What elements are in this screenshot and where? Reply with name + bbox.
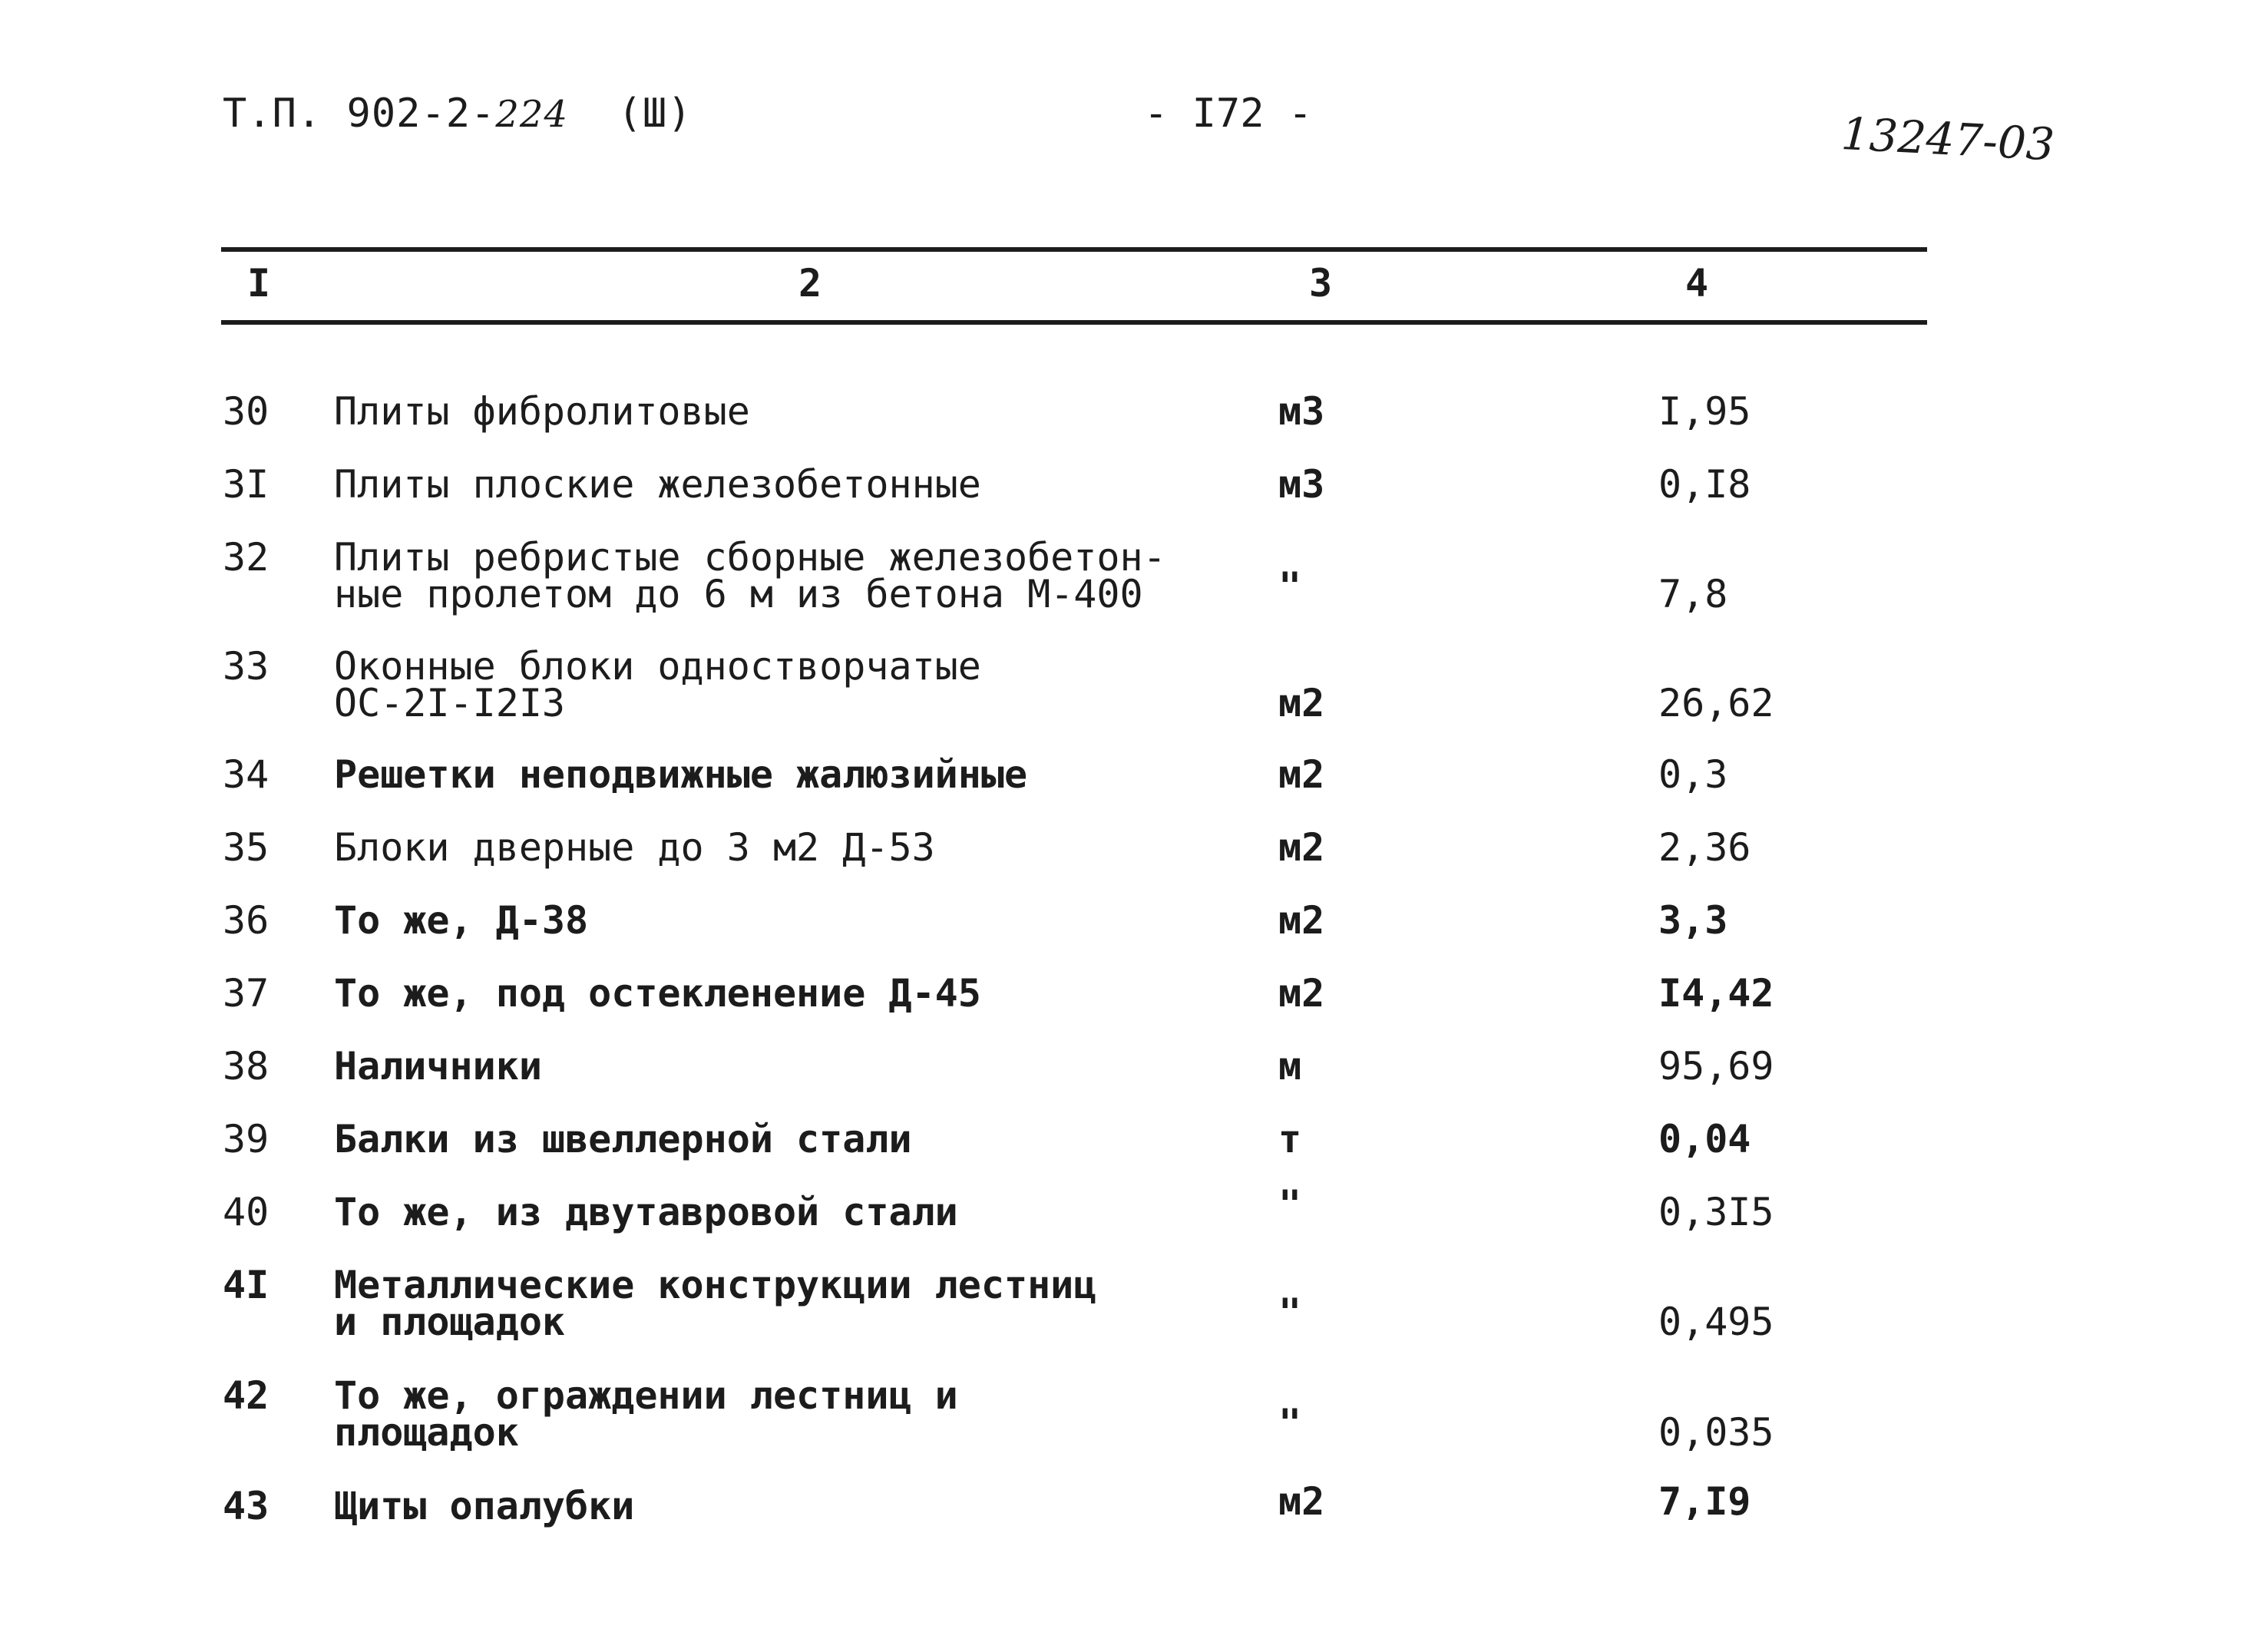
- row-name-line: Балки из швеллерной стали: [334, 1117, 912, 1161]
- row-name-line: и площадок: [334, 1300, 566, 1344]
- row-number: 40: [223, 1190, 269, 1234]
- row-name-line: Плиты ребристые сборные железобетон-: [334, 535, 1166, 580]
- row-number: 33: [223, 644, 269, 689]
- row-number: 35: [223, 825, 269, 870]
- row-unit: м: [1278, 1044, 1302, 1089]
- row-name-line: Плиты фибролитовые: [334, 389, 750, 434]
- row-quantity: 0,495: [1658, 1300, 1774, 1344]
- column-header-1: I: [247, 261, 271, 306]
- column-header-2: 2: [798, 261, 822, 306]
- row-quantity: 3,3: [1658, 898, 1728, 943]
- column-header-3: 3: [1309, 261, 1333, 306]
- row-unit: т: [1278, 1117, 1302, 1161]
- row-quantity: 0,3: [1658, 752, 1728, 797]
- row-name-line: Щиты опалубки: [334, 1484, 635, 1528]
- row-quantity: 0,04: [1658, 1117, 1751, 1161]
- row-number: 34: [223, 752, 269, 797]
- row-unit: м2: [1278, 971, 1325, 1016]
- row-name-line: Плиты плоские железобетонные: [334, 462, 981, 507]
- row-unit: м3: [1278, 462, 1325, 507]
- column-header-4: 4: [1685, 261, 1709, 306]
- archive-number: 13247-03: [1840, 107, 2056, 171]
- row-name: [334, 825, 935, 870]
- row-number: 36: [223, 898, 269, 943]
- row-name-line: площадок: [334, 1410, 519, 1455]
- row-name-line: То же, ограждении лестниц и: [334, 1373, 958, 1418]
- document-code-handwritten: 224: [495, 93, 568, 136]
- row-number: 42: [223, 1373, 269, 1418]
- row-name: [334, 1373, 958, 1455]
- document-code: [223, 91, 693, 137]
- row-name: [334, 752, 1028, 797]
- row-unit: ": [1278, 1290, 1302, 1335]
- table-header-rule: [221, 320, 1927, 325]
- row-name-line: То же, из двутавровой стали: [334, 1190, 958, 1234]
- row-unit: м2: [1278, 825, 1325, 870]
- document-code-suffix: (Ш): [617, 91, 693, 137]
- row-name-line: Блоки дверные до 3 м2 Д-53: [334, 825, 935, 870]
- row-quantity: 7,I9: [1658, 1479, 1751, 1524]
- row-name: [334, 1117, 912, 1161]
- row-name: [334, 1484, 635, 1528]
- row-number: 38: [223, 1044, 269, 1089]
- row-number: 37: [223, 971, 269, 1016]
- row-quantity: 2,36: [1658, 825, 1751, 870]
- row-unit: м2: [1278, 752, 1325, 797]
- page-number: - I72 -: [1144, 91, 1313, 137]
- row-name: [334, 1263, 1097, 1344]
- row-quantity: 26,62: [1658, 681, 1774, 725]
- row-name-line: То же, под остекленение Д-45: [334, 971, 981, 1016]
- row-unit: м2: [1278, 681, 1325, 725]
- row-unit: ": [1278, 564, 1302, 609]
- row-name: [334, 535, 1166, 616]
- row-quantity: 95,69: [1658, 1044, 1774, 1089]
- row-unit: м2: [1278, 1479, 1325, 1524]
- row-name: [334, 389, 750, 434]
- document-code-prefix: Т.П. 902-2-: [223, 91, 496, 137]
- row-quantity: 0,035: [1658, 1410, 1774, 1455]
- row-quantity: I,95: [1658, 389, 1751, 434]
- table-top-rule: [221, 247, 1927, 252]
- row-quantity: 0,I8: [1658, 462, 1751, 507]
- row-number: 39: [223, 1117, 269, 1161]
- row-name-line: Решетки неподвижные жалюзийные: [334, 752, 1028, 797]
- row-name-line: Оконные блоки одностворчатые: [334, 644, 981, 689]
- row-number: 43: [223, 1484, 269, 1528]
- row-name: [334, 462, 981, 507]
- row-name: [334, 898, 589, 943]
- row-unit: м3: [1278, 389, 1325, 434]
- row-name: [334, 644, 981, 725]
- row-name: [334, 1044, 542, 1089]
- row-unit: ": [1278, 1401, 1302, 1445]
- row-number: 30: [223, 389, 269, 434]
- row-number: 32: [223, 535, 269, 580]
- row-quantity: I4,42: [1658, 971, 1774, 1016]
- row-name-line: Наличники: [334, 1044, 542, 1089]
- row-name: [334, 971, 981, 1016]
- row-unit: м2: [1278, 898, 1325, 943]
- row-name-line: То же, Д-38: [334, 898, 589, 943]
- row-name-line: ные пролетом до 6 м из бетона М-400: [334, 572, 1143, 616]
- row-quantity: 7,8: [1658, 572, 1728, 616]
- row-number: 4I: [223, 1263, 269, 1307]
- row-name-line: Металлические конструкции лестниц: [334, 1263, 1097, 1307]
- row-quantity: 0,3I5: [1658, 1190, 1774, 1234]
- row-name-line: ОС-2I-I2I3: [334, 681, 566, 725]
- row-number: 3I: [223, 462, 269, 507]
- row-name: [334, 1190, 958, 1234]
- row-unit: ": [1278, 1182, 1302, 1227]
